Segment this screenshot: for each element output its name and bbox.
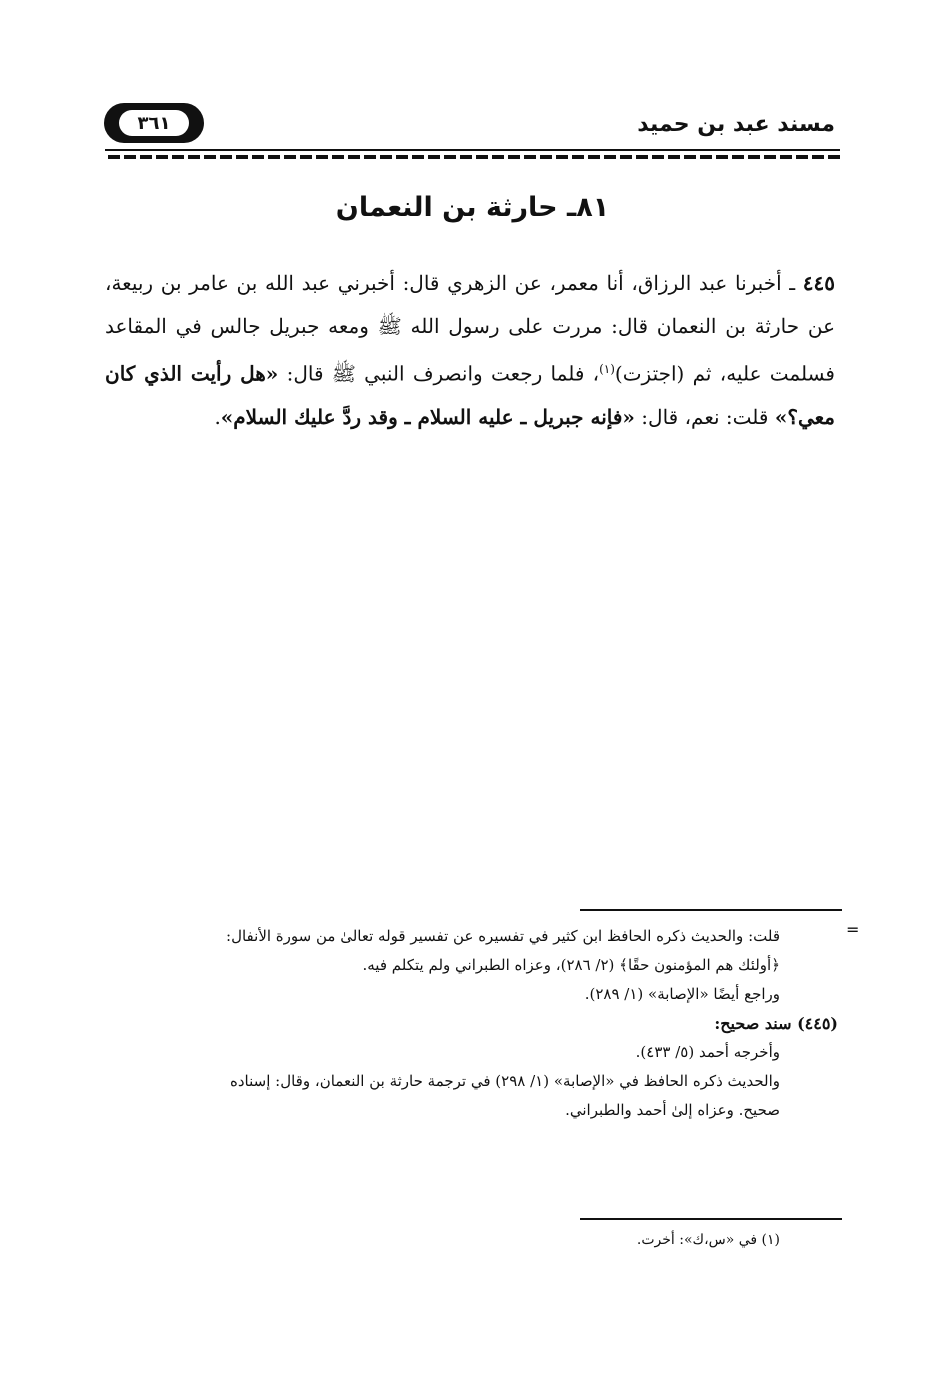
hadith-number: ٤٤٥ bbox=[802, 271, 835, 295]
section-title: ٨١ـ حارثة بن النعمان bbox=[335, 192, 610, 223]
note-line: والحديث ذكره الحافظ في «الإصابة» (١/ ٢٩٨) في ترجمة حارثة بن النعمان، وقال: إسناده bbox=[230, 1072, 780, 1090]
prophet-quote-2: «فإنه جبريل ـ عليه السلام ـ وقد ردَّ عليك السلام» bbox=[220, 404, 635, 429]
note-line: ﴿أولئك هم المؤمنون حقًا﴾ (٢/ ٢٨٦)، وعزاه الطبراني ولم يتكلم فيه. bbox=[362, 956, 780, 974]
footnote-separator bbox=[580, 1218, 842, 1220]
commentary-notes bbox=[108, 922, 838, 1125]
prophet-quote-1: «هل رأيت الذي كان معي؟» bbox=[105, 361, 835, 429]
footnote-ref: (١) bbox=[599, 362, 615, 376]
header-dashed-rule bbox=[105, 155, 840, 159]
header-rule bbox=[105, 149, 840, 151]
grade-heading: (٤٤٥) سند صحيح: bbox=[714, 1014, 838, 1033]
hadith-end: . bbox=[214, 404, 221, 429]
hadith-text-part2: ، فلما رجعت وانصرف النبي ﷺ قال: bbox=[286, 361, 600, 386]
footnote: (١) في «س،ك»: أخرت. bbox=[636, 1232, 780, 1248]
note-line: وراجع أيضًا «الإصابة» (١/ ٢٨٩). bbox=[584, 985, 780, 1003]
page-number-badge bbox=[104, 103, 204, 143]
hadith-text-part1: ـ أخبرنا عبد الرزاق، أنا معمر، عن الزهري قال: أخبرني عبد الله بن عامر بن ربيعة، عن حارثة بن النعمان قال: مررت على رسول الله ﷺ ومعه جبريل جالس في المقاعد فسلمت عليه، ثم (اجتزت) bbox=[105, 271, 835, 386]
page-number: ٣٦١ bbox=[119, 110, 189, 136]
hadith-text-part3: قلت: نعم، قال: bbox=[641, 404, 769, 429]
hadith-text bbox=[105, 262, 835, 439]
note-line: قلت: والحديث ذكره الحافظ ابن كثير في تفسيره عن تفسير قوله تعالىٰ من سورة الأنفال: bbox=[226, 927, 780, 945]
note-line: وأخرجه أحمد (٥/ ٤٣٣). bbox=[635, 1043, 780, 1061]
notes-separator bbox=[580, 909, 842, 911]
note-line: صحيح. وعزاه إلىٰ أحمد والطبراني. bbox=[565, 1101, 780, 1119]
running-title: مسند عبد بن حميد bbox=[637, 112, 835, 137]
continuation-mark: = bbox=[846, 920, 860, 939]
